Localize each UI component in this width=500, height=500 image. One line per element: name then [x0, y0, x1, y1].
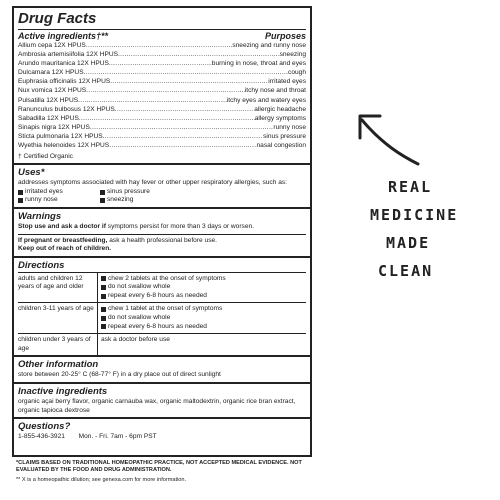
ingredient-purpose: nasal congestion	[256, 142, 306, 150]
inactive-heading: Inactive ingredients	[18, 386, 108, 398]
ingredient-name: Euphrasia officinalis 12X HPUS	[18, 78, 111, 86]
warnings-section	[14, 209, 310, 258]
ingredient-purpose: allergy symptoms	[254, 114, 306, 122]
dilution-note: ** X is a homeopathic dilution; see genexa.com for more information.	[16, 477, 187, 483]
contact-line	[18, 433, 306, 442]
bullet-icon	[100, 198, 105, 203]
symptom-item: sinus pressure	[100, 188, 306, 197]
ingredient-name: Nux vomica 12X HPUS	[18, 87, 87, 95]
symptom-item: irritated eyes	[18, 188, 96, 197]
ingredient-purpose: sinus pressure	[263, 132, 306, 140]
tagline-line: CLEAN	[378, 262, 434, 280]
bullet-icon	[101, 324, 106, 329]
ingredient-purpose: itchy nose and throat	[244, 87, 306, 95]
ingredient-row	[18, 114, 306, 123]
claims-disclaimer: *CLAIMS BASED ON TRADITIONAL HOMEOPATHIC PRACTICE, NOT ACCEPTED MEDICAL EVIDENCE. NOT EVALUATED BY THE FOOD AND DRUG ADMINISTRATION.	[16, 460, 302, 473]
ingredient-row	[18, 96, 306, 105]
questions-heading: Questions?	[18, 421, 71, 433]
children-warning: Keep out of reach of children.	[18, 245, 112, 253]
ingredient-row	[18, 68, 306, 77]
bullet-icon	[18, 190, 23, 195]
dot-leader	[110, 77, 268, 86]
directions-heading: Directions	[18, 259, 65, 271]
ingredient-name: Allium cepa 12X HPUS	[18, 42, 86, 49]
ingredient-row	[18, 50, 306, 59]
symptom-list	[18, 188, 306, 205]
ingredient-name: Ambrosia artemisiifolia 12X HPUS	[18, 51, 119, 59]
purposes-heading: Purposes	[264, 31, 306, 41]
ingredient-row	[18, 86, 306, 95]
uses-text: addresses symptoms associated with hay fever or other upper respiratory allergies, such as:	[18, 179, 288, 187]
direction-steps: chew 2 tablets at the onset of symptoms do not swallow whole repeat every 6-8 hours as needed	[98, 273, 306, 303]
ingredient-row	[18, 141, 306, 150]
uses-heading: Uses*	[18, 167, 45, 179]
dot-leader	[79, 114, 255, 123]
dot-leader	[84, 68, 288, 77]
other-info-heading: Other information	[18, 359, 99, 371]
direction-who: adults and children 12 years of age and older	[18, 273, 98, 303]
directions-section	[14, 258, 310, 358]
other-info-section	[14, 357, 310, 384]
ingredient-name: Wyethia helenoides 12X HPUS	[18, 142, 110, 150]
questions-section	[14, 419, 310, 444]
ingredient-purpose: sneezing and runny nose	[232, 42, 306, 49]
active-heading: Active ingredients†**	[18, 31, 109, 41]
ingredient-name: Sticta pulmonaria 12X HPUS	[18, 132, 103, 140]
ingredient-purpose: allergic headache	[254, 105, 306, 113]
symptom-item: sneezing	[100, 196, 306, 205]
organic-note: † Certified Organic	[18, 153, 73, 161]
dot-leader	[109, 59, 212, 68]
tagline-line: MADE	[386, 234, 431, 252]
drug-facts-panel	[12, 6, 312, 457]
ingredient-name: Ranunculus bulbosus 12X HPUS	[18, 105, 115, 113]
dot-leader	[118, 50, 280, 59]
arrow-icon	[352, 108, 422, 168]
page-title: Drug Facts	[18, 10, 97, 27]
ingredient-row	[18, 77, 306, 86]
ingredient-row	[18, 132, 306, 141]
bullet-icon	[100, 190, 105, 195]
ingredient-row	[18, 59, 306, 68]
bullet-icon	[101, 285, 106, 290]
ingredient-name: Dulcamara 12X HPUS	[18, 69, 84, 77]
ingredient-purpose: sneezing	[279, 51, 306, 59]
tagline-line: REAL	[388, 178, 433, 196]
ingredient-purpose: burning in nose, throat and eyes	[211, 60, 306, 68]
ingredient-name: Arundo mauritanica 12X HPUS	[18, 60, 109, 68]
storage-text: store between 20-25° C (68-77° F) in a dry place out of direct sunlight	[18, 371, 221, 379]
stop-use-warning: Stop use and ask a doctor if symptoms persist for more than 3 days or worsen.	[18, 222, 254, 230]
ingredient-row	[18, 41, 306, 50]
warnings-heading: Warnings	[18, 210, 62, 222]
inactive-text: organic açai berry flavor, organic carnauba wax, organic maltodextrin, organic rice bran extract, organic tapioca dextrose	[18, 398, 296, 414]
tagline-line: MEDICINE	[370, 206, 459, 224]
divider	[18, 234, 306, 235]
direction-who: children under 3 years of age	[18, 334, 98, 355]
direction-steps: chew 1 tablet at the onset of symptoms do not swallow whole repeat every 6-8 hours as needed	[98, 303, 306, 333]
ingredient-name: Sabadilla 12X HPUS	[18, 114, 79, 122]
dot-leader	[78, 96, 227, 105]
ingredient-purpose: cough	[288, 69, 306, 77]
ingredient-row	[18, 105, 306, 114]
ingredient-purpose: runny nose	[273, 123, 306, 131]
inactive-section	[14, 384, 310, 419]
ingredient-purpose: irritated eyes	[268, 78, 306, 86]
dot-leader	[103, 132, 263, 141]
dot-leader	[86, 41, 233, 50]
direction-row	[18, 333, 306, 355]
ingredient-name: Pulsatilla 12X HPUS	[18, 96, 79, 104]
bullet-icon	[101, 307, 106, 312]
direction-row	[18, 272, 306, 303]
ingredient-row	[18, 123, 306, 132]
direction-row	[18, 302, 306, 333]
bullet-icon	[101, 294, 106, 299]
footer-disclaimer	[16, 460, 316, 484]
ingredient-name: Sinapis nigra 12X HPUS	[18, 123, 90, 131]
pregnancy-warning: If pregnant or breastfeeding, ask a health professional before use.	[18, 236, 218, 244]
symptom-item: runny nose	[18, 196, 96, 205]
active-header	[18, 29, 306, 41]
bullet-icon	[101, 276, 106, 281]
ingredient-list	[18, 41, 306, 150]
bullet-icon	[18, 198, 23, 203]
bullet-icon	[101, 316, 106, 321]
dot-leader	[90, 123, 274, 132]
business-hours: Mon. - Fri. 7am - 6pm PST	[78, 433, 157, 441]
dot-leader	[86, 86, 245, 95]
dot-leader	[109, 141, 256, 150]
direction-who: children 3-11 years of age	[18, 303, 98, 333]
dot-leader	[115, 105, 255, 114]
ingredient-purpose: itchy eyes and watery eyes	[226, 96, 306, 104]
active-section	[14, 8, 310, 165]
phone-number: 1-855-436-3921	[18, 433, 65, 441]
uses-section	[14, 165, 310, 209]
direction-steps: ask a doctor before use	[101, 336, 170, 344]
